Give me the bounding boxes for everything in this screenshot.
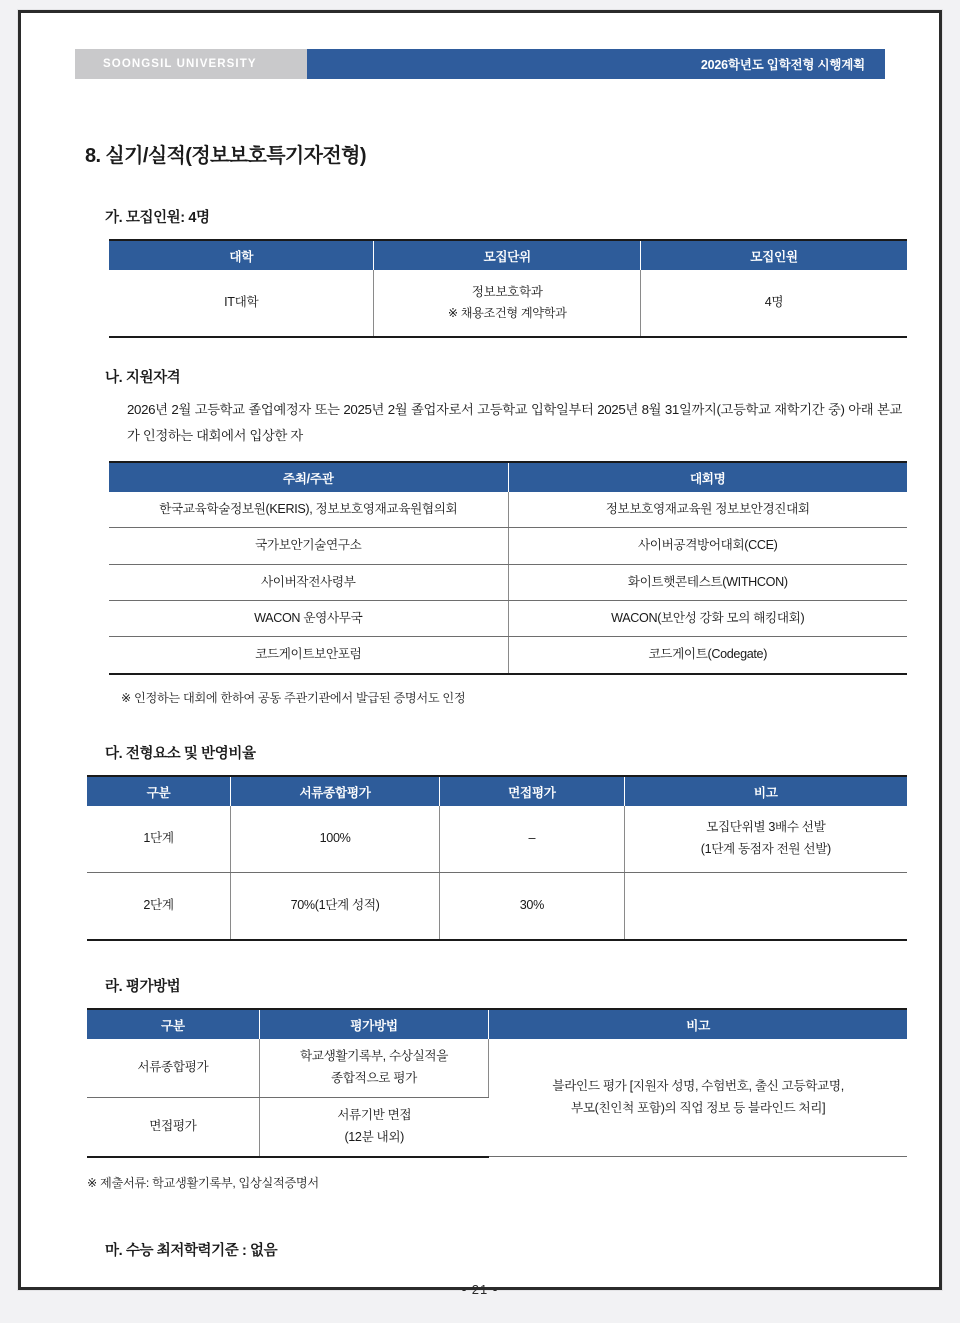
cell-unit-note: ※ 채용조건형 계약학과 [447, 306, 567, 321]
table-row [109, 637, 907, 674]
cell-document-eval: 100% [231, 806, 440, 873]
page-title: 8. 실기/실적(정보보호특기자전형) [85, 145, 366, 167]
university-logo-block [75, 49, 307, 79]
eligibility-paragraph: 2026년 2월 고등학교 졸업예정자 또는 2025년 2월 졸업자로서 고등학교 입학일부터 2025년 8월 31일까지(고등학교 재학기간 중) 아래 본교가 인정하는 대회에서 입상한 자 [127, 402, 902, 443]
header-title-text: 2026학년도 입학전형 시행계획 [700, 58, 865, 72]
column-header-document-eval: 서류종합평가 [231, 776, 440, 806]
cell-method-line2: (12분 내외) [344, 1129, 405, 1144]
subsection-heading-c: 다. 전형요소 및 반영비율 [105, 745, 256, 762]
cell-stage: 2단계 [87, 872, 231, 940]
column-header-organizer: 주최/주관 [109, 462, 508, 492]
cell-document-eval: 70%(1단계 성적) [231, 872, 440, 940]
table-header-row [109, 240, 907, 270]
cell-remark-line2: (1단계 동점자 전원 선발) [700, 841, 831, 856]
cell-organizer: WACON 운영사무국 [109, 601, 508, 637]
cell-organizer: 사이버작전사령부 [109, 564, 508, 600]
submission-documents-note: ※ 제출서류: 학교생활기록부, 입상실적증명서 [87, 1175, 319, 1190]
cell-remark [624, 806, 907, 873]
table-header-row [87, 1009, 907, 1039]
cell-interview-eval: 30% [440, 872, 625, 940]
university-logo-text: SOONGSIL UNIVERSITY [103, 58, 257, 70]
cell-method [259, 1097, 489, 1157]
table-header-row [109, 462, 907, 492]
table-row [109, 270, 907, 337]
page-content [21, 49, 939, 1323]
subsection-heading-d: 라. 평가방법 [105, 978, 181, 995]
subsection-heading-b: 나. 지원자격 [105, 370, 181, 386]
cell-kind: 면접평가 [87, 1097, 259, 1157]
cell-organizer: 코드게이트보안포럼 [109, 637, 508, 674]
cell-quota: 4명 [640, 270, 907, 337]
column-header-method: 평가방법 [259, 1009, 489, 1039]
cell-method-line1: 학교생활기록부, 수상실적을 [299, 1049, 449, 1064]
cell-competition: 사이버공격방어대회(CCE) [508, 528, 907, 564]
column-header-college: 대학 [109, 240, 374, 270]
column-header-interview-eval: 면접평가 [440, 776, 625, 806]
cell-blind-remark [489, 1039, 907, 1157]
recruitment-quota-table [109, 239, 907, 338]
column-header-unit: 모집단위 [374, 240, 641, 270]
column-header-kind: 구분 [87, 1009, 259, 1039]
cell-blind-remark-line1: 블라인드 평가 [지원자 성명, 수험번호, 출신 고등학교명, [552, 1079, 844, 1094]
cell-blind-remark-line2: 부모(친인척 포함)의 직업 정보 등 블라인드 처리] [571, 1100, 826, 1115]
cell-unit-main: 정보보호학과 [471, 284, 543, 299]
column-header-stage: 구분 [87, 776, 231, 806]
column-header-competition: 대회명 [508, 462, 907, 492]
table-row [87, 1039, 907, 1098]
evaluation-method-table [87, 1008, 907, 1158]
evaluation-ratio-table [87, 775, 907, 941]
cell-method-line2: 종합적으로 평가 [331, 1070, 417, 1085]
cell-competition: WACON(보안성 강화 모의 해킹대회) [508, 601, 907, 637]
column-header-quota: 모집인원 [640, 240, 907, 270]
page-number-footer: - 21 - [461, 1282, 499, 1297]
table-row [109, 528, 907, 564]
cell-remark [624, 872, 907, 940]
cell-remark-line1: 모집단위별 3배수 선발 [706, 820, 826, 835]
table-row [109, 564, 907, 600]
table-header-row [87, 776, 907, 806]
table-row [109, 492, 907, 528]
subsection-heading-a: 가. 모집인원: 4명 [105, 210, 210, 226]
cell-method [259, 1039, 489, 1098]
cell-organizer: 국가보안기술연구소 [109, 528, 508, 564]
cell-method-line1: 서류기반 면접 [337, 1108, 412, 1123]
cell-college: IT대학 [109, 270, 374, 337]
document-header [75, 49, 885, 79]
cell-organizer: 한국교육학술정보원(KERIS), 정보보호영재교육원협의회 [109, 492, 508, 528]
header-title-bar [307, 49, 885, 79]
document-page [18, 10, 942, 1297]
cell-competition: 화이트햇콘테스트(WITHCON) [508, 564, 907, 600]
table-row [109, 601, 907, 637]
table-row [87, 872, 907, 940]
cell-unit [374, 270, 641, 337]
competition-note: ※ 인정하는 대회에 한하여 공동 주관기관에서 발급된 증명서도 인정 [121, 690, 466, 705]
cell-interview-eval: – [440, 806, 625, 873]
subsection-heading-e: 마. 수능 최저학력기준 : 없음 [105, 1242, 278, 1259]
cell-competition: 코드게이트(Codegate) [508, 637, 907, 674]
cell-stage: 1단계 [87, 806, 231, 873]
table-row [87, 806, 907, 873]
competition-list-table [109, 461, 907, 675]
column-header-remark: 비고 [489, 1009, 907, 1039]
column-header-remark: 비고 [624, 776, 907, 806]
cell-competition: 정보보호영재교육원 정보보안경진대회 [508, 492, 907, 528]
cell-kind: 서류종합평가 [87, 1039, 259, 1098]
